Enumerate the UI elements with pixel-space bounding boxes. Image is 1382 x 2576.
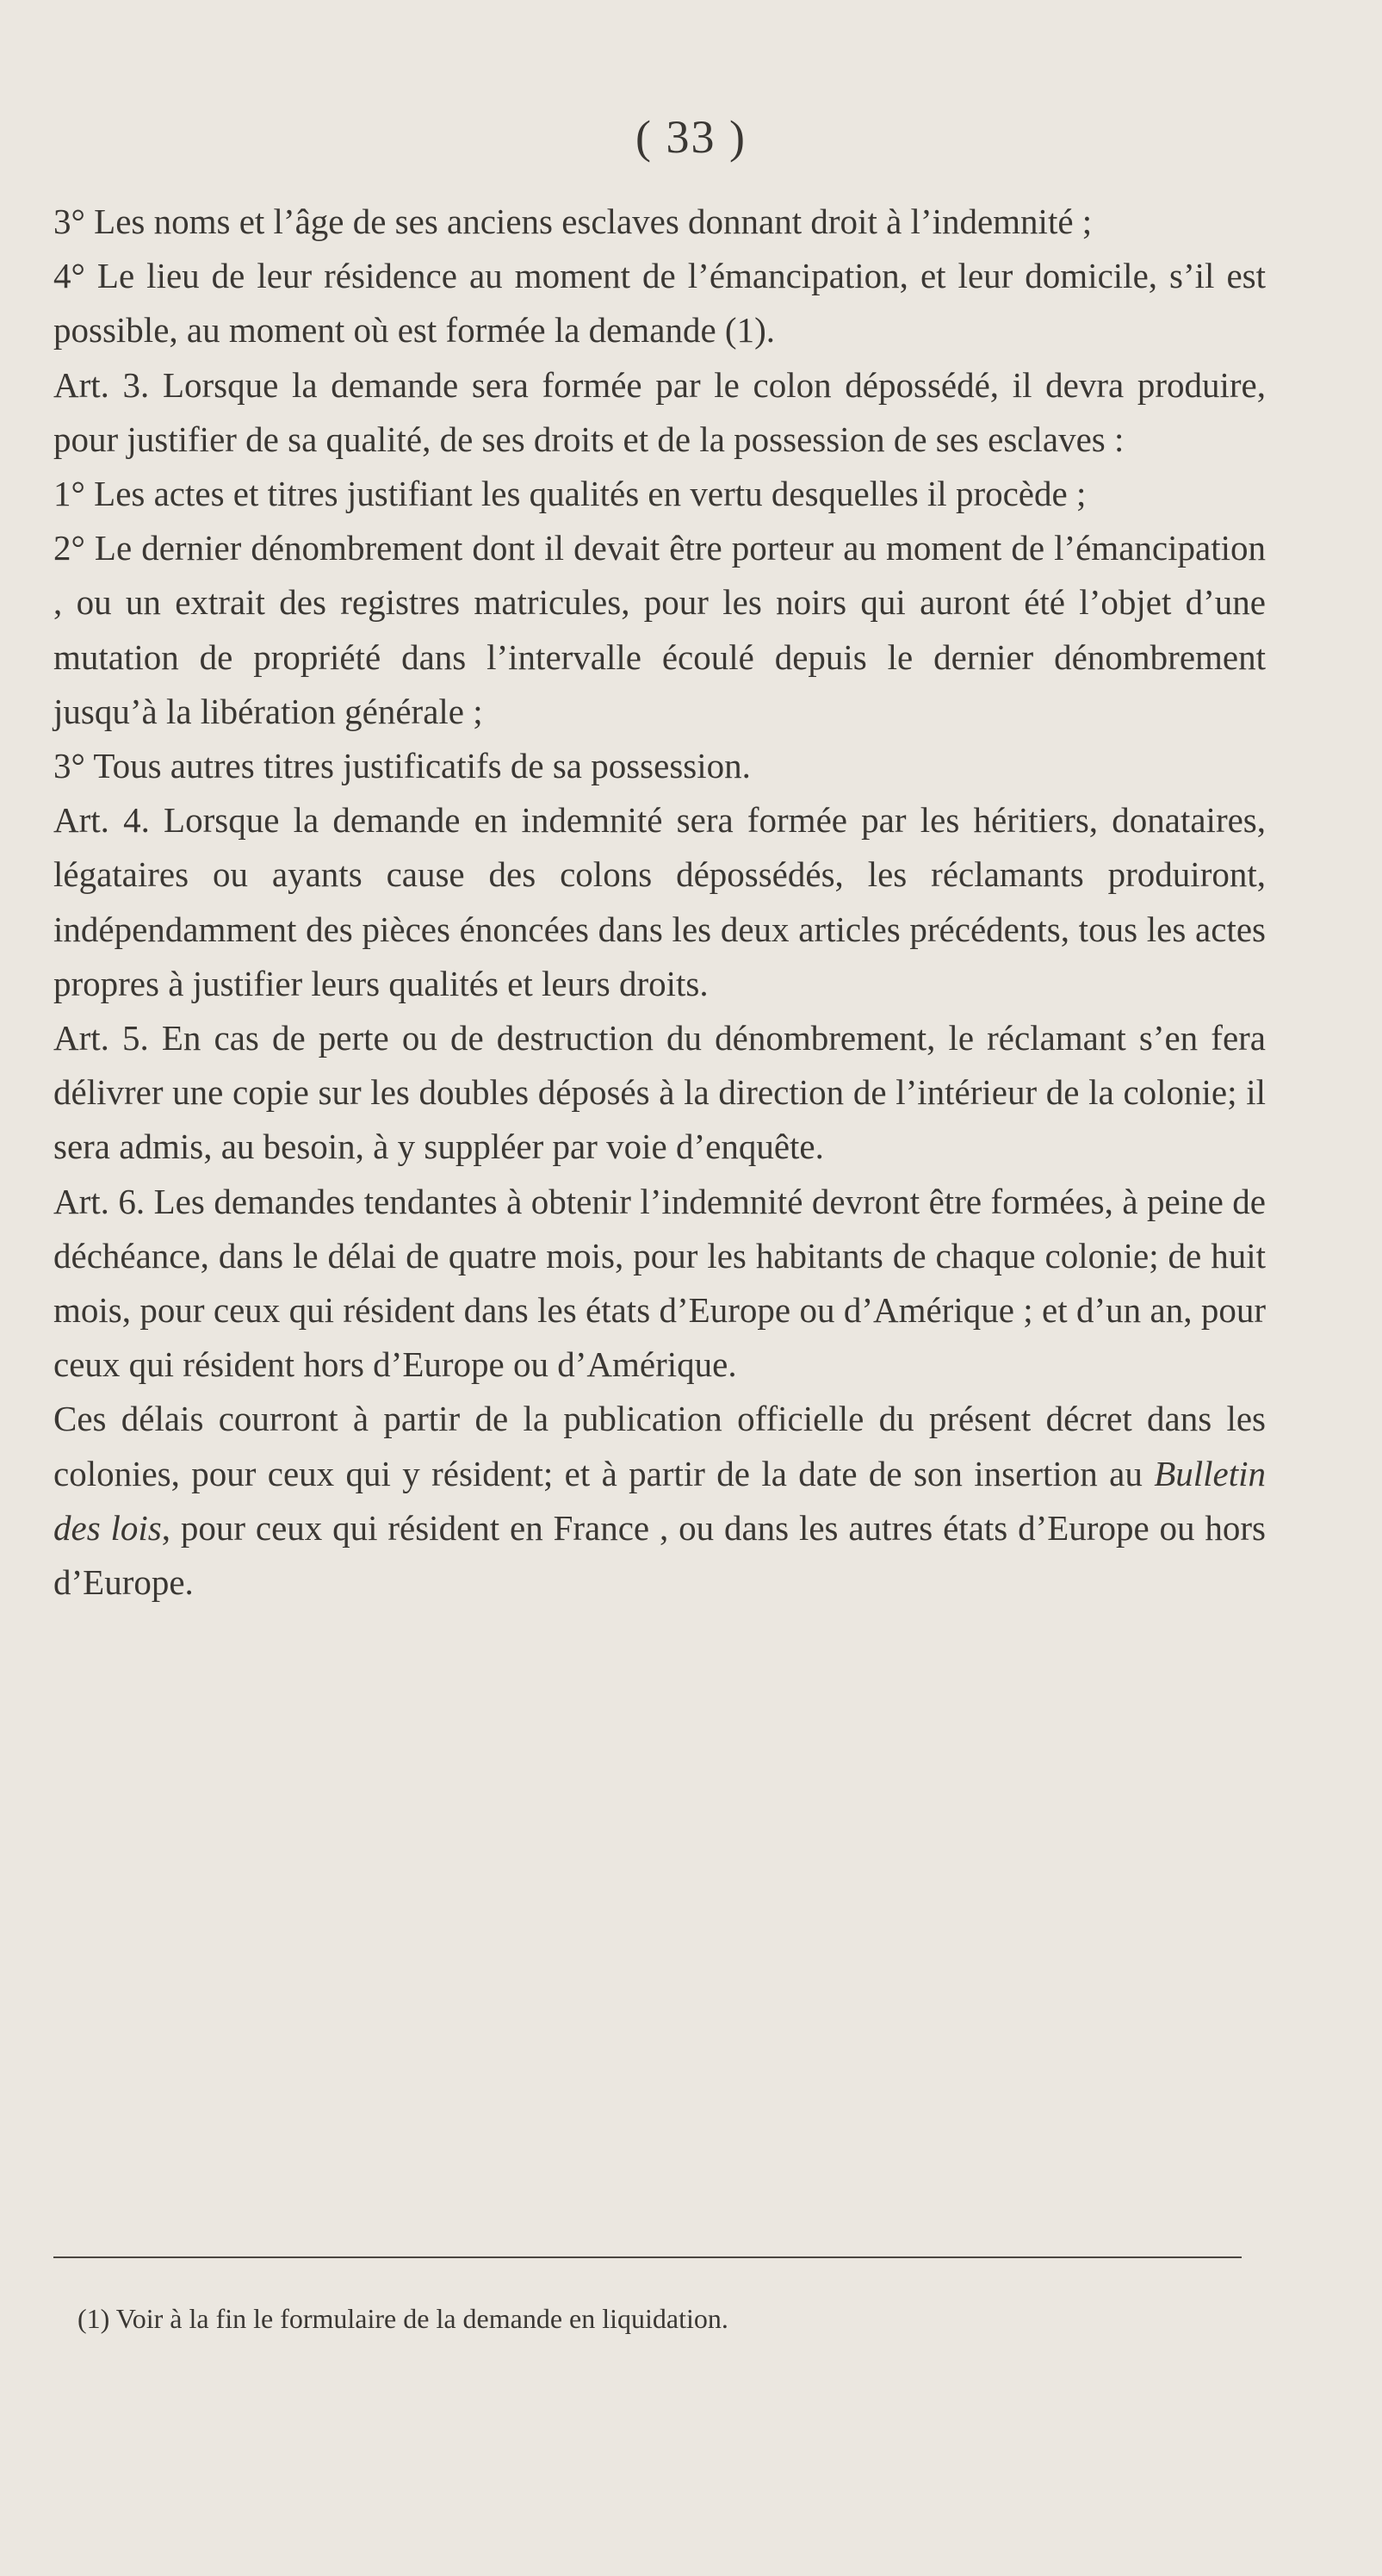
paragraph-closing xyxy=(53,1392,1266,1610)
closing-text-start: Ces délais courront à partir de la publication officielle du présent décret dans les colonies, pour ceux qui y résident; et à partir de la date de son insertion au xyxy=(53,1399,1266,1493)
bulletin-des-lois-title: Bulletin des lois xyxy=(53,1453,1266,1548)
footnote-divider xyxy=(53,2256,1242,2258)
footnote: (1) Voir à la fin le formulaire de la demande en liquidation. xyxy=(77,2303,728,2334)
paragraph-item-3: 3° Les noms et l’âge de ses anciens esclaves donnant droit à l’indemnité ; xyxy=(53,202,1093,241)
paragraph-item-4: 4° Le lieu de leur résidence au moment de l’émancipation, et leur domicile, s’il est possible, au moment où est formée la demande (1). xyxy=(53,256,1266,351)
paragraph-article-5: Art. 5. En cas de perte ou de destruction du dénombrement, le réclamant s’en fera délivrer une copie sur les doubles déposés à la direction de l’intérieur de la colonie; il sera admis, au besoin, à y suppléer par voie d’enquête. xyxy=(53,1018,1266,1167)
paragraph-article-3: Art. 3. Lorsque la demande sera formée par le colon dépossédé, il devra produire, pour justifier de sa qualité, de ses droits et de la possession de ses esclaves : xyxy=(53,364,1266,459)
closing-text-end: , pour ceux qui résident en France , ou dans les autres états d’Europe ou hors d’Europe. xyxy=(53,1507,1266,1603)
paragraph-article-3-item-1: 1° Les actes et titres justifiant les qualités en vertu desquelles il procède ; xyxy=(53,474,1087,514)
paragraph-article-3-item-2: 2° Le dernier dénombrement dont il devait être porteur au moment de l’émancipation , ou un extrait des registres matricules, pour les noirs qui auront été l’objet d’une mutation de propriété dans l’intervalle écoulé depuis le dernier dénombrement jusqu’à la libération générale ; xyxy=(53,528,1266,731)
page-body xyxy=(53,195,1266,1610)
paragraph-article-3-item-3: 3° Tous autres titres justificatifs de sa possession. xyxy=(53,746,751,786)
page-number: ( 33 ) xyxy=(635,111,747,163)
paragraph-article-4: Art. 4. Lorsque la demande en indemnité sera formée par les héritiers, donataires, légataires ou ayants cause des colons dépossédés, les réclamants produiront, indépendamment des pièces énoncées dans les deux articles précédents, tous les actes propres à justifier leurs qualités et leurs droits. xyxy=(53,800,1266,1003)
paragraph-article-6: Art. 6. Les demandes tendantes à obtenir l’indemnité devront être formées, à peine de déchéance, dans le délai de quatre mois, pour les habitants de chaque colonie; de huit mois, pour ceux qui résident dans les états d’Europe ou d’Amérique ; et d’un an, pour ceux qui résident hors d’Europe ou d’Amérique. xyxy=(53,1181,1266,1385)
